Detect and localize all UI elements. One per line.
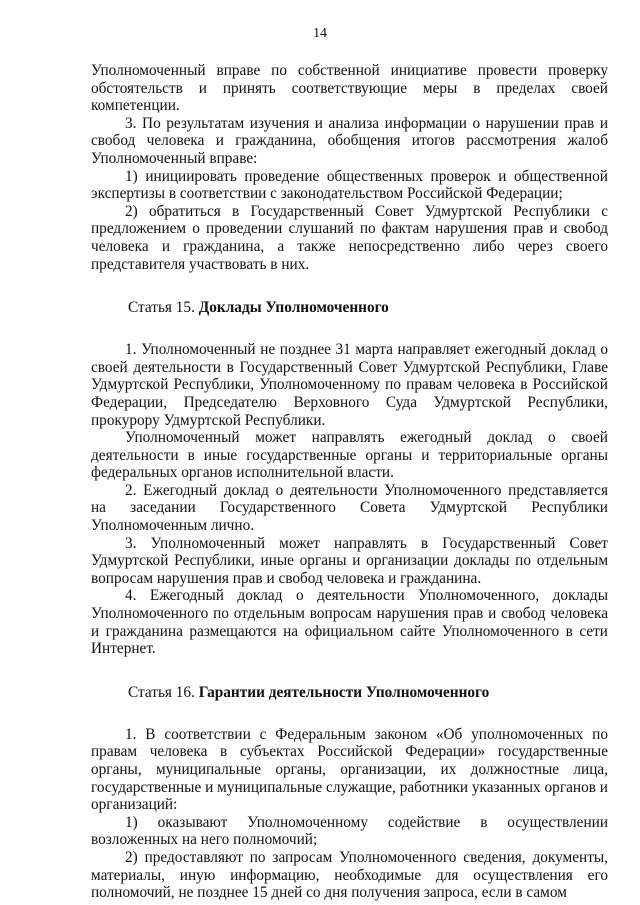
paragraph: 2) обратиться в Государственный Совет Удмуртской Республики с предложением о проведении слушаний по фактам нарушения прав и свобод человека и гражданина, а также непосредственно либо через своего представителя участвовать в них.	[91, 202, 608, 273]
paragraph: 4. Ежегодный доклад о деятельности Уполномоченного, доклады Уполномоченного по отдельным вопросам нарушения прав и свобод человека и гражданина размещаются на официальном сайте Уполномоченного в сети Интернет.	[91, 587, 608, 658]
article-16-heading	[91, 684, 608, 702]
paragraph: 2) предоставляют по запросам Уполномоченного сведения, документы, материалы, иную информацию, необходимые для осуществления его полномочий, не позднее 15 дней со дня получения запроса, если в самом	[91, 848, 608, 902]
page-number: 14	[313, 26, 327, 41]
article-15-number: Статья 15.	[128, 299, 199, 317]
paragraph: 1. Уполномоченный не позднее 31 марта направляет ежегодный доклад о своей деятельности в Государственный Совет Удмуртской Республики, Главе Удмуртской Республики, Уполномоченному по правам человека в Российской Федерации, Председателю Верховного Суда Удмуртской Республики, прокурору Удмуртской Республики.	[91, 341, 608, 429]
paragraph: 1) оказывают Уполномоченному содействие в осуществлении возложенных на него полномочий;	[91, 813, 608, 849]
paragraph: 1. В соответствии с Федеральным законом «Об уполномоченных по правам человека в субъектах Российской Федерации» государственные органы, муниципальные органы, организации, их должностные лица, государственные и муниципальные служащие, работники указанных органов и организаций:	[91, 725, 608, 814]
article-15-title: Доклады Уполномоченного	[198, 299, 389, 317]
paragraph: 2. Ежегодный доклад о деятельности Уполномоченного представляется на заседании Государственного Совета Удмуртской Республики Уполномоченным лично.	[91, 481, 608, 535]
paragraph: 1) инициировать проведение общественных проверок и общественной экспертизы в соответствии с законодательством Российской Федерации;	[91, 167, 608, 203]
article-15-heading	[91, 299, 608, 317]
paragraph: Уполномоченный может направлять ежегодный доклад о своей деятельности в иные государственные органы и территориальные органы федеральных органов исполнительной власти.	[91, 429, 608, 482]
paragraph: 3. По результатам изучения и анализа информации о нарушении прав и свобод человека и гражданина, обобщения итогов рассмотрения жалоб Уполномоченный вправе:	[91, 114, 608, 167]
paragraph: 3. Уполномоченный может направлять в Государственный Совет Удмуртской Республики, иные органы и организации доклады по отдельным вопросам нарушения прав и свобод человека и гражданина.	[91, 534, 608, 587]
document-body	[91, 62, 608, 902]
article-16-title: Гарантии деятельности Уполномоченного	[198, 683, 490, 701]
article-16-number: Статья 16.	[128, 683, 199, 701]
paragraph: Уполномоченный вправе по собственной инициативе провести проверку обстоятельств и принять соответствующие меры в пределах своей компетенции.	[91, 62, 608, 115]
